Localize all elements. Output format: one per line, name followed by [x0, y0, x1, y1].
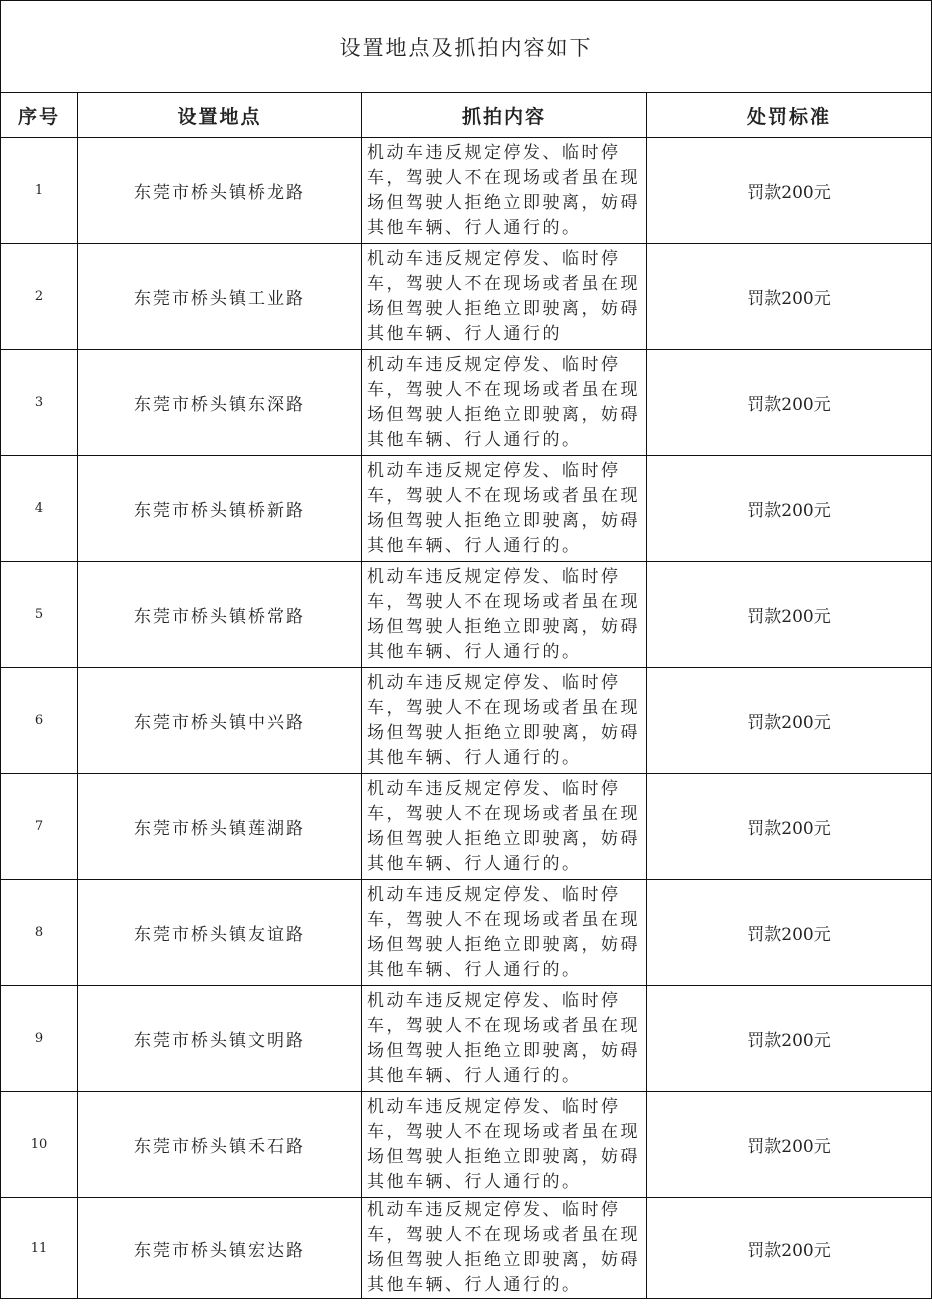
row-penalty: 罚款200元: [647, 244, 932, 350]
header-row: [1, 93, 932, 138]
row-penalty: 罚款200元: [647, 1092, 932, 1198]
row-penalty: 罚款200元: [647, 1198, 932, 1299]
row-number: 1: [1, 138, 78, 244]
row-penalty: 罚款200元: [647, 456, 932, 562]
row-penalty: 罚款200元: [647, 986, 932, 1092]
table-row: [1, 986, 932, 1092]
row-number: 11: [1, 1198, 78, 1299]
table-row: [1, 880, 932, 986]
row-location: 东莞市桥头镇禾石路: [78, 1092, 362, 1198]
table-row: [1, 456, 932, 562]
row-content: 机动车违反规定停发、临时停车，驾驶人不在现场或者虽在现场但驾驶人拒绝立即驶离，妨碍其他车辆、行人通行的。: [362, 880, 647, 986]
row-penalty: 罚款200元: [647, 350, 932, 456]
row-content: 机动车违反规定停发、临时停车，驾驶人不在现场或者虽在现场但驾驶人拒绝立即驶离，妨碍其他车辆、行人通行的。: [362, 1198, 647, 1299]
row-content: 机动车违反规定停发、临时停车，驾驶人不在现场或者虽在现场但驾驶人拒绝立即驶离，妨碍其他车辆、行人通行的。: [362, 456, 647, 562]
row-number: 4: [1, 456, 78, 562]
table-row: [1, 138, 932, 244]
row-number: 9: [1, 986, 78, 1092]
table-row: [1, 350, 932, 456]
row-content: 机动车违反规定停发、临时停车，驾驶人不在现场或者虽在现场但驾驶人拒绝立即驶离，妨碍其他车辆、行人通行的。: [362, 774, 647, 880]
table-row: [1, 244, 932, 350]
table-row: [1, 562, 932, 668]
row-location: 东莞市桥头镇中兴路: [78, 668, 362, 774]
row-number: 2: [1, 244, 78, 350]
row-number: 8: [1, 880, 78, 986]
row-location: 东莞市桥头镇宏达路: [78, 1198, 362, 1299]
row-content: 机动车违反规定停发、临时停车，驾驶人不在现场或者虽在现场但驾驶人拒绝立即驶离，妨碍其他车辆、行人通行的。: [362, 562, 647, 668]
row-location: 东莞市桥头镇桥新路: [78, 456, 362, 562]
table-row: [1, 774, 932, 880]
column-header-no: 序号: [1, 93, 78, 138]
row-number: 7: [1, 774, 78, 880]
row-number: 10: [1, 1092, 78, 1198]
row-location: 东莞市桥头镇工业路: [78, 244, 362, 350]
row-content: 机动车违反规定停发、临时停车，驾驶人不在现场或者虽在现场但驾驶人拒绝立即驶离，妨碍其他车辆、行人通行的。: [362, 668, 647, 774]
row-content: 机动车违反规定停发、临时停车，驾驶人不在现场或者虽在现场但驾驶人拒绝立即驶离，妨碍其他车辆、行人通行的。: [362, 986, 647, 1092]
row-location: 东莞市桥头镇桥常路: [78, 562, 362, 668]
row-penalty: 罚款200元: [647, 138, 932, 244]
column-header-content: 抓拍内容: [362, 93, 647, 138]
row-content: 机动车违反规定停发、临时停车，驾驶人不在现场或者虽在现场但驾驶人拒绝立即驶离，妨碍其他车辆、行人通行的。: [362, 138, 647, 244]
table-row: [1, 1092, 932, 1198]
column-header-location: 设置地点: [78, 93, 362, 138]
row-content: 机动车违反规定停发、临时停车，驾驶人不在现场或者虽在现场但驾驶人拒绝立即驶离，妨碍其他车辆、行人通行的。: [362, 1092, 647, 1198]
row-penalty: 罚款200元: [647, 880, 932, 986]
row-location: 东莞市桥头镇东深路: [78, 350, 362, 456]
row-penalty: 罚款200元: [647, 774, 932, 880]
row-location: 东莞市桥头镇文明路: [78, 986, 362, 1092]
column-header-penalty: 处罚标准: [647, 93, 932, 138]
row-location: 东莞市桥头镇桥龙路: [78, 138, 362, 244]
table-row: [1, 1198, 932, 1299]
table-title: 设置地点及抓拍内容如下: [1, 1, 932, 93]
row-content: 机动车违反规定停发、临时停车，驾驶人不在现场或者虽在现场但驾驶人拒绝立即驶离，妨碍其他车辆、行人通行的。: [362, 350, 647, 456]
row-location: 东莞市桥头镇友谊路: [78, 880, 362, 986]
row-number: 3: [1, 350, 78, 456]
table-row: [1, 668, 932, 774]
row-penalty: 罚款200元: [647, 562, 932, 668]
row-number: 6: [1, 668, 78, 774]
row-penalty: 罚款200元: [647, 668, 932, 774]
row-location: 东莞市桥头镇莲湖路: [78, 774, 362, 880]
row-number: 5: [1, 562, 78, 668]
row-content: 机动车违反规定停发、临时停车，驾驶人不在现场或者虽在现场但驾驶人拒绝立即驶离，妨碍其他车辆、行人通行的: [362, 244, 647, 350]
